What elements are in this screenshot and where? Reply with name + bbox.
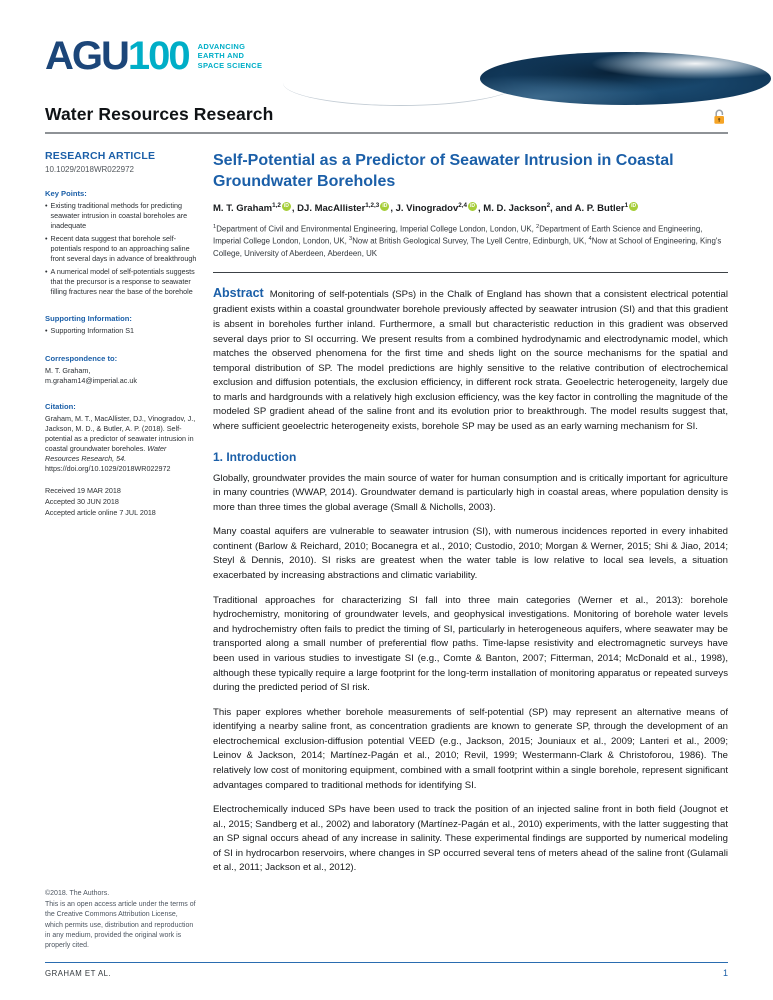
supporting-information-heading: Supporting Information: <box>45 314 132 324</box>
author-separator: , <box>291 203 298 215</box>
author-affiliation-sup: 1,2 <box>272 202 281 210</box>
author-affiliation-sup: 2,4 <box>458 202 468 210</box>
affiliation-text: Now at School of Engineering, King's College, University of Aberdeen, Aberdeen, UK <box>213 236 722 258</box>
orcid-icon[interactable]: iD <box>470 203 476 210</box>
author-separator: , <box>550 203 556 215</box>
key-points-heading: Key Points: <box>45 189 87 198</box>
author-name: M. D. Jackson <box>483 203 547 215</box>
ocean-wave-image <box>480 52 771 105</box>
author-name: J. Vinogradov <box>395 203 459 215</box>
bullet-icon: • <box>45 233 48 243</box>
page-number[interactable]: 1 <box>722 968 728 978</box>
abstract <box>213 284 728 434</box>
abstract-text: Monitoring of self-potentials (SPs) in the Chalk of England has shown that a consistent electrical potential gradient exists within a coastal groundwater borehole previously affected by seawater intrusion (SI) and that this gradient is absent in boreholes further inland. Furthermore, a small but characteristic reduction in this gradient was observed several days prior to SI occurring. We present results from a combined hydrodynamic and electrodynamic model, which matches the observed phenomena for the first time and sheds light on the source mechanisms for the spatial and temporal distribution of SP. The model predictions are highly sensitive to the relative contribution of electrochemical exclusion and diffusion potentials, the exclusion efficiency, in different rock strata. Geoelectric heterogeneity, largely due to marls and hardgrounds with a relatively high exclusion efficiency, was the key factor in controlling the magnitude of the modeled SP gradient ahead of the saline front and its evolution prior to breakthrough. The model results suggest that, where sufficient geoelectric heterogeneity exists, borehole SP may be used as an early warning mechanism for SI. <box>213 289 728 433</box>
key-point-text: Existing traditional methods for predicting seawater intrusion in coastal boreholes are inadequate <box>50 201 188 230</box>
affiliations <box>213 223 728 260</box>
orcid-icon[interactable]: iD <box>283 203 289 210</box>
affiliation-sup: 4 <box>588 236 592 243</box>
article-type-label: RESEARCH ARTICLE <box>45 150 156 162</box>
key-points-list <box>45 201 197 299</box>
running-head: GRAHAM ET AL. <box>45 969 112 978</box>
paragraph: Electrochemically induced SPs have been used to track the position of an injected saline front in both field (Jougnot et al., 2015; Sandberg et al., 2002) and laboratory (Martínez-Pagán et al., 2010) experiments, with the latter suggesting that an SP signal occurs ahead of any increase in salinity. These experimental findings are supported by numerical modeling of SI in hydrocarbon reservoirs, where changes in SP occurred several tens of meters ahead of the saline front (Gulamali et al., 2011; Jackson et al., 2012). <box>213 804 728 874</box>
citation-part: Water Resources Research, 54. <box>45 443 167 463</box>
article-body <box>213 150 728 952</box>
correspondence-email[interactable]: m.graham14@imperial.ac.uk <box>45 376 137 386</box>
agu-tagline <box>198 42 263 70</box>
affiliation-sup: 2 <box>536 223 540 230</box>
affiliation-sup: 1 <box>213 223 217 230</box>
article-history <box>45 486 197 519</box>
article-doi[interactable]: 10.1029/2018WR022972 <box>45 165 134 174</box>
author-name: DJ. MacAllister <box>297 203 366 215</box>
agu-logo <box>45 36 262 76</box>
orcid-icon[interactable]: iD <box>382 203 388 210</box>
journal-title: Water Resources Research <box>45 104 274 124</box>
abstract-heading: Abstract <box>213 286 264 301</box>
section-heading-introduction: 1. Introduction <box>213 449 297 464</box>
bullet-icon: • <box>45 201 48 210</box>
authors-line <box>213 201 728 216</box>
tagline-line: ADVANCING <box>197 41 246 51</box>
author-separator: , <box>478 203 484 215</box>
affiliation-text: Department of Civil and Environmental Engineering, Imperial College London, London, UK, <box>216 224 536 234</box>
author-affiliation-sup: 1,2,3 <box>365 202 380 210</box>
affiliation-text: Department of Earth Science and Engineering, Imperial College London, London, UK, <box>213 224 703 246</box>
tagline-line: EARTH AND <box>197 51 245 61</box>
key-point <box>45 234 197 264</box>
supporting-information-item[interactable] <box>45 326 197 336</box>
affiliation-text: Now at British Geological Survey, The Lyell Centre, Edinburgh, UK, <box>352 236 589 246</box>
citation-heading: Citation: <box>45 401 76 411</box>
license-text: This is an open access article under the terms of the Creative Commons Attribution License, which permits use, distribution and reproduction in any medium, provided the original work is properly cited. <box>45 901 196 949</box>
affiliation-sup: 3 <box>348 236 353 243</box>
tagline-line: SPACE SCIENCE <box>197 60 263 70</box>
author-separator: , <box>390 203 396 215</box>
citation-part: https://doi.org/10.1029/2018WR022972 <box>45 463 171 473</box>
license-block <box>45 889 197 952</box>
sidebar <box>45 150 197 952</box>
abstract-divider <box>213 272 728 273</box>
paragraph: Many coastal aquifers are vulnerable to seawater intrusion (SI), with numerous incidences reported in every inhabited continent (Barlow & Reichard, 2010; Bocanegra et al., 2010; Custodio, 2010; Morgan & Werner, 2015; Shi & Jiao, 2014; Steyl & Dennis, 2010). SI risks are greatest when the water table is low relative to local sea levels, a situation exacerbated by increasing abstractions and climatic variability. <box>213 526 728 582</box>
author-name: M. T. Graham <box>213 203 273 215</box>
key-point-text: A numerical model of self-potentials suggests that the precursor is a response to seawater filling fractures near the base of the borehole <box>50 266 195 296</box>
correspondence-name: M. T. Graham, <box>45 366 91 376</box>
supporting-information-list <box>45 326 197 339</box>
citation-part: Graham, M. T., MacAllister, DJ., Vinogradov, J., Jackson, M. D., & Butler, A. P. (2018). Self-potential as a predictor of seawater intrusion in coastal groundwater boreholes. <box>45 413 196 453</box>
article-title: Self-Potential as a Predictor of Seawater Intrusion in Coastal Groundwater Boreholes <box>213 152 674 191</box>
history-line: Received 19 MAR 2018 <box>45 486 121 495</box>
author-affiliation-sup: 2 <box>546 202 551 210</box>
agu-logo-word: AGU <box>45 34 128 78</box>
agu-logo-number: 100 <box>127 34 189 78</box>
paragraph: Traditional approaches for characterizing SI fall into three main categories (Werner et al., 2013): borehole hydrochemistry, monitoring of groundwater levels, and geophysical investigations. Monitoring of borehole water levels and hydrochemistry often fails to predict the timing of SI, particularly in heterogeneous aquifers, where seawater may be transported along a small number of preferential flow paths. Time-lapse resistivity and electromagnetic surveys have been used in various studies to investigate SI (e.g., Comte & Banton, 2007; Fitterman, 2014; McDonald et al., 1998), although these typically require a large footprint for the long-term installation of monitoring apparatus or repeated surveys during the predicted period of SI risk. <box>213 594 728 694</box>
page-footer <box>45 962 728 978</box>
key-point <box>45 267 197 297</box>
content-columns <box>45 150 728 952</box>
citation-text <box>45 414 197 474</box>
journal-title-bar <box>45 104 728 134</box>
bullet-icon: • <box>45 266 48 276</box>
open-access-lock-icon <box>711 109 728 125</box>
copyright-line: ©2018. The Authors. <box>45 890 110 898</box>
bullet-icon: • <box>45 326 48 336</box>
paragraph: Globally, groundwater provides the main source of water for human consumption and is critically important for agriculture in many countries (WWAP, 2014). Groundwater demand is particularly high in coastal areas, where population density is more than three times the global average (Small & Nicholls, 2003). <box>213 472 728 513</box>
section-body <box>213 472 728 876</box>
author-name: and A. P. Butler <box>555 203 625 215</box>
correspondence-heading: Correspondence to: <box>45 354 118 364</box>
author-affiliation-sup: 1 <box>624 202 629 210</box>
key-point <box>45 201 197 231</box>
orcid-icon[interactable]: iD <box>631 203 637 210</box>
supporting-information-label: Supporting Information S1 <box>50 326 135 336</box>
history-line: Accepted article online 7 JUL 2018 <box>45 508 156 518</box>
history-line: Accepted 30 JUN 2018 <box>45 497 119 507</box>
key-point-text: Recent data suggest that borehole self-potentials respond to an approaching saline front several days in advance of breakthrough <box>50 233 197 263</box>
paragraph: This paper explores whether borehole measurements of self-potential (SP) may represent an alternative means of identifying a nearby saline front, as concentration gradients are known to generate SP, through the development of an electrochemical exclusion-diffusion potential VEED (e.g., Jackson, 2015; Jouniaux et al., 2009; Lanteri et al., 2009; Leinov & Jackson, 2014; Martínez-Pagán et al., 2010; Revil, 1999; Westermann-Clark & Christoforou, 1986). The relatively low cost of monitoring equipment, combined with a small footprint within a single borehole, represent significant advantages compared to traditional methods for identifying SI. <box>213 706 728 791</box>
